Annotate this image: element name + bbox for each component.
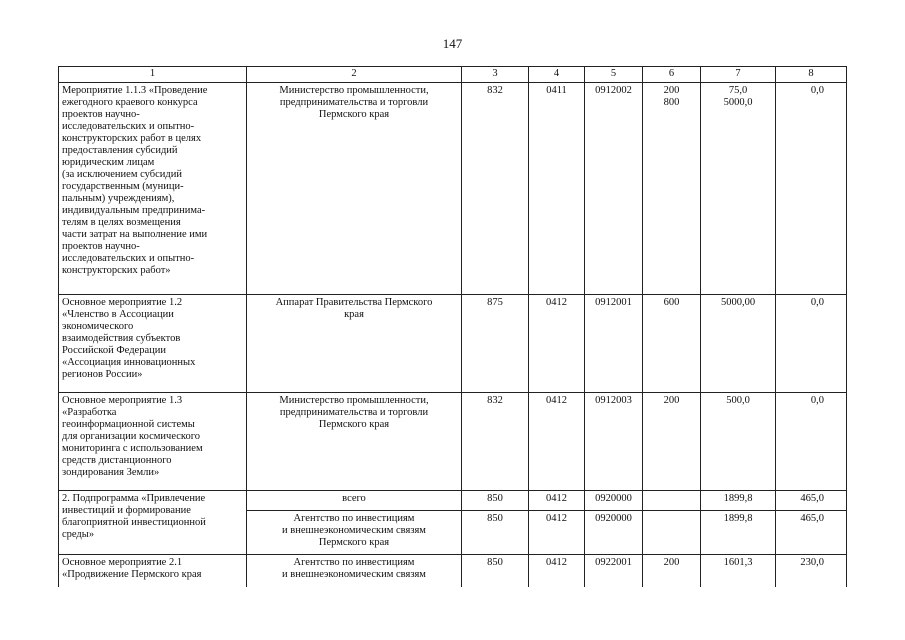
row-grbs: 850 (462, 491, 529, 511)
row-amount2: 465,0 (776, 511, 847, 555)
table-row (59, 295, 847, 393)
row-name: Мероприятие 1.1.3 «Проведение ежегодного краевого конкурса проектов научно- исследовательских и опытно- конструкторских работ в целях предоставления субсидий юридическим лицам (за исключением субсидий государственным (муници- пальным) учреждениям), индивидуальным предпринима- телям в целях возмещения части затрат на выполнение ими проектов научно- исследовательских и опытно- конструкторских работ» (59, 83, 247, 295)
header-col-7: 7 (701, 67, 776, 83)
row-amount: 5000,00 (701, 295, 776, 393)
row-grbs: 832 (462, 83, 529, 295)
header-col-8: 8 (776, 67, 847, 83)
row-amount: 1899,8 (701, 511, 776, 555)
header-col-4: 4 (529, 67, 585, 83)
row-rzpr: 0412 (529, 555, 585, 587)
row-amount: 500,0 (701, 393, 776, 491)
row-name: Основное мероприятие 2.1 «Продвижение Пермского края (59, 555, 247, 587)
row-name: Основное мероприятие 1.2 «Членство в Ассоциации экономического взаимодействия субъектов Российской Федерации «Ассоциация инновационных регионов России» (59, 295, 247, 393)
budget-table (58, 66, 847, 587)
row-amount2: 465,0 (776, 491, 847, 511)
header-col-2: 2 (247, 67, 462, 83)
row-vr: 200 (643, 555, 701, 587)
table-row (59, 83, 847, 295)
header-col-5: 5 (585, 67, 643, 83)
row-executor: Агентство по инвестициям и внешнеэкономическим связям Пермского края (247, 511, 462, 555)
row-amount2: 0,0 (776, 295, 847, 393)
row-executor: Министерство промышленности, предпринимательства и торговли Пермского края (247, 83, 462, 295)
row-rzpr: 0412 (529, 511, 585, 555)
header-col-3: 3 (462, 67, 529, 83)
row-vr (643, 491, 701, 511)
row-executor: всего (247, 491, 462, 511)
row-amount2: 0,0 (776, 83, 847, 295)
row-rzpr: 0412 (529, 393, 585, 491)
row-csr: 0912001 (585, 295, 643, 393)
page-number: 147 (442, 36, 463, 51)
header-row (59, 67, 847, 83)
row-amount: 1899,8 (701, 491, 776, 511)
table-row (59, 555, 847, 587)
row-csr: 0912002 (585, 83, 643, 295)
row-csr: 0920000 (585, 511, 643, 555)
row-csr: 0920000 (585, 491, 643, 511)
row-amount: 75,0 5000,0 (701, 83, 776, 295)
header-col-6: 6 (643, 67, 701, 83)
row-name: Основное мероприятие 1.3 «Разработка геоинформационной системы для организации космического мониторинга с использованием средств дистанционного зондирования Земли» (59, 393, 247, 491)
row-vr: 600 (643, 295, 701, 393)
row-executor: Аппарат Правительства Пермского края (247, 295, 462, 393)
row-executor: Министерство промышленности, предпринимательства и торговли Пермского края (247, 393, 462, 491)
row-name: 2. Подпрограмма «Привлечение инвестиций и формирование благоприятной инвестиционной среды» (59, 491, 247, 555)
row-grbs: 850 (462, 511, 529, 555)
table-row (59, 393, 847, 491)
row-rzpr: 0412 (529, 491, 585, 511)
row-csr: 0912003 (585, 393, 643, 491)
row-executor: Агентство по инвестициям и внешнеэкономическим связям (247, 555, 462, 587)
row-vr: 200 800 (643, 83, 701, 295)
row-grbs: 832 (462, 393, 529, 491)
row-csr: 0922001 (585, 555, 643, 587)
row-rzpr: 0411 (529, 83, 585, 295)
row-vr (643, 511, 701, 555)
table-row (59, 491, 847, 511)
row-grbs: 875 (462, 295, 529, 393)
row-amount2: 230,0 (776, 555, 847, 587)
row-amount2: 0,0 (776, 393, 847, 491)
row-rzpr: 0412 (529, 295, 585, 393)
row-vr: 200 (643, 393, 701, 491)
row-grbs: 850 (462, 555, 529, 587)
header-col-1: 1 (59, 67, 247, 83)
row-amount: 1601,3 (701, 555, 776, 587)
